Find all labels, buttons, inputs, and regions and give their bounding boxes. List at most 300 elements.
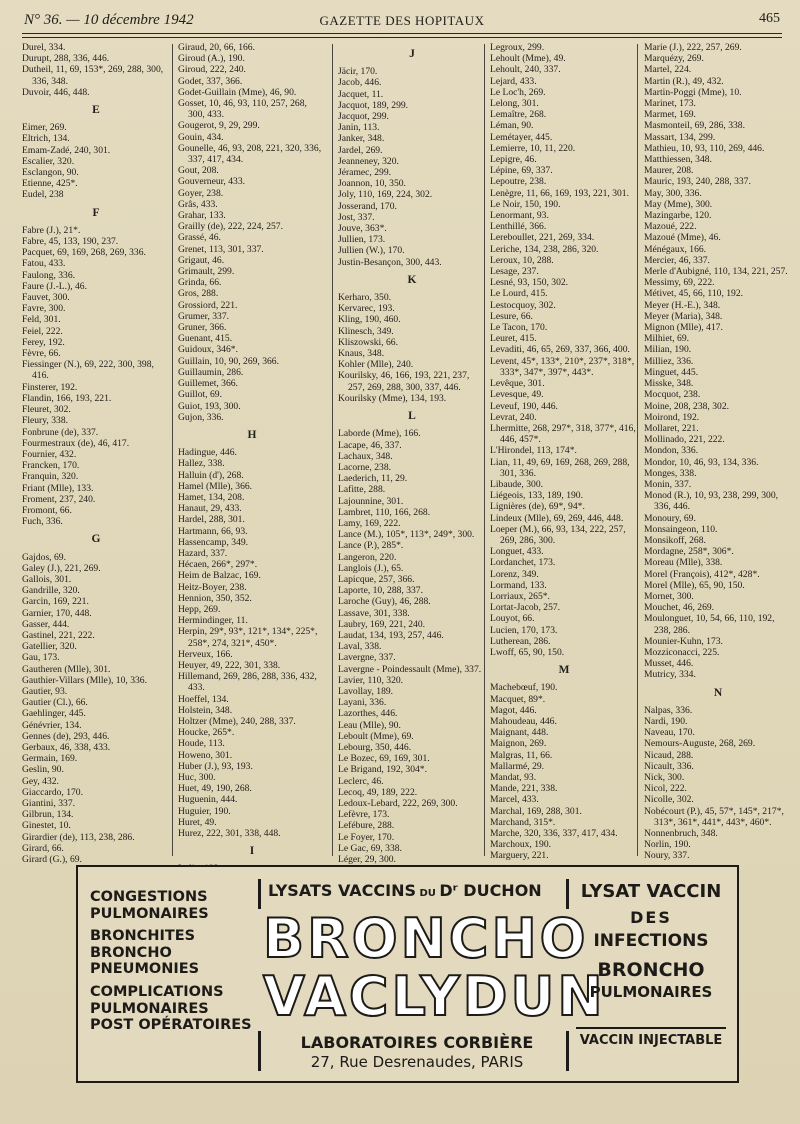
index-entry: Morel (Mlle), 65, 90, 150.	[644, 579, 745, 591]
index-entry: Gujon, 336.	[178, 411, 224, 423]
index-entry: Layani, 336.	[338, 697, 387, 709]
index-entry: Faure (J.-L.), 46.	[22, 280, 88, 292]
index-entry: Mazoué (Mme), 46.	[644, 232, 721, 244]
index-letter-heading: E	[92, 104, 100, 117]
index-entry: Lhermitte, 268, 297*, 318, 377*, 416, 446, 457*.	[490, 422, 636, 446]
index-entry: Moine, 208, 238, 302.	[644, 400, 730, 412]
index-entry: Fleury, 338.	[22, 415, 69, 427]
index-column-3	[338, 42, 486, 865]
index-entry: Josserand, 170.	[338, 200, 397, 212]
ad-indication-line: PULMONAIRES	[90, 1000, 209, 1017]
index-entry: Nardi, 190.	[644, 715, 688, 727]
index-entry: Maignant, 448.	[490, 727, 549, 739]
index-entry: Fleuret, 302.	[22, 404, 71, 416]
index-entry: Godet-Guillain (Mme), 46, 90.	[178, 86, 297, 98]
index-entry: Louyot, 66.	[490, 613, 535, 625]
index-entry: Milian, 190.	[644, 344, 692, 356]
index-entry: Lepigre, 46.	[490, 154, 537, 166]
index-entry: Jäcir, 170.	[338, 66, 378, 78]
header-rule	[22, 33, 782, 34]
index-entry: Lignières (de), 69*, 94*.	[490, 501, 585, 513]
index-entry: Maurer, 208.	[644, 165, 694, 177]
index-entry: Gosset, 10, 46, 93, 110, 257, 268, 300, 433.	[178, 98, 307, 121]
index-entry: Grahar, 133.	[178, 210, 226, 222]
index-entry: Janin, 113.	[338, 122, 380, 134]
index-entry: Marinet, 173.	[644, 98, 696, 110]
index-entry: Levêque, 301.	[490, 378, 545, 390]
index-entry: Le Brigand, 192, 304*.	[338, 764, 427, 776]
advertisement	[76, 865, 739, 1083]
index-entry: Lebourg, 350, 446.	[338, 741, 412, 753]
ad-divider	[566, 879, 569, 909]
index-entry: Jullien, 173.	[338, 234, 386, 246]
index-entry: Kliszowski, 66.	[338, 336, 398, 348]
index-letter-heading: G	[91, 533, 101, 546]
index-entry: Jullien (W.), 170.	[338, 245, 405, 257]
index-entry: Gautier, 93.	[22, 685, 68, 697]
index-entry: Fabre (J.), 21*.	[22, 224, 81, 236]
index-entry: Lamy, 169, 222.	[338, 517, 401, 529]
index-entry: Kourilsky, 46, 166, 193, 221, 237, 257, 269, 288, 300, 337, 446.	[338, 370, 470, 393]
index-entry: Finsterer, 192.	[22, 381, 78, 393]
index-entry: Pacquet, 69, 169, 268, 269, 336.	[22, 247, 146, 259]
ad-lysats-heading: LYSATS VACCINS DU Dʳ DUCHON	[268, 881, 542, 900]
index-entry: Leau (Mlle), 90.	[338, 719, 401, 731]
index-entry: Lutherean, 286.	[490, 635, 551, 647]
ad-indication-line: PNEUMONIES	[90, 961, 200, 978]
index-entry: Lacape, 46, 337.	[338, 439, 402, 451]
index-entry: Longuet, 433.	[490, 546, 544, 558]
index-entry: Nonnenbruch, 348.	[644, 828, 718, 840]
index-entry: Francken, 170.	[22, 460, 80, 472]
index-entry: Jacquet, 11.	[338, 88, 384, 100]
index-entry: Huguenin, 444.	[178, 794, 238, 806]
index-entry: Hamet, 134, 208.	[178, 491, 245, 503]
index-entry: Nicault, 336.	[644, 760, 694, 772]
page-number: 465	[759, 11, 780, 26]
index-entry: Métivet, 45, 66, 110, 192.	[644, 288, 744, 300]
index-entry: Hazard, 337.	[178, 547, 228, 559]
index-entry: Huguier, 190.	[178, 805, 231, 817]
index-entry: Mouchet, 46, 269.	[644, 602, 715, 614]
index-entry: Mazoué, 222.	[644, 221, 697, 233]
index-entry: Libaude, 300.	[490, 478, 544, 490]
index-entry: Leboult (Mme), 69.	[338, 730, 414, 742]
index-entry: Moulonguet, 10, 54, 66, 110, 192, 238, 286.	[644, 613, 775, 636]
index-entry: Meyer (H.-E.), 348.	[644, 299, 721, 311]
index-entry: Martin (R.), 49, 432.	[644, 75, 724, 87]
index-entry: Giaccardo, 170.	[22, 786, 84, 798]
index-entry: Huc, 300.	[178, 772, 216, 783]
index-entry: Laval, 338.	[338, 641, 382, 653]
index-entry: Dutheil, 11, 69, 153*, 269, 288, 300, 336, 348.	[22, 64, 164, 87]
index-entry: Lafitte, 288.	[338, 484, 386, 496]
index-entry: Guillemet, 366.	[178, 378, 238, 390]
index-entry: Lenormant, 93.	[490, 210, 549, 222]
index-entry: Ferey, 192.	[22, 336, 65, 348]
index-entry: Hepp, 269.	[178, 603, 221, 615]
index-entry: Magot, 446.	[490, 704, 537, 716]
index-letter-heading: F	[92, 206, 100, 219]
index-entry: Grumer, 337.	[178, 310, 230, 322]
index-entry: Laederich, 11, 29.	[338, 473, 408, 485]
index-entry: Joly, 110, 169, 224, 302.	[338, 189, 433, 201]
index-entry: Fèvre, 66.	[22, 348, 61, 360]
ad-indication-line: CONGESTIONS	[90, 889, 208, 905]
index-entry: Jéramec, 299.	[338, 167, 392, 179]
index-entry: Levent, 45*, 133*, 210*, 237*, 318*, 333*, 347*, 397*, 443*.	[490, 355, 635, 378]
index-entry: Flandin, 166, 193, 221.	[22, 392, 112, 404]
index-entry: Knaus, 348.	[338, 348, 385, 360]
index-entry: May (Mme), 300.	[644, 198, 713, 210]
index-entry: Minguet, 445.	[644, 366, 699, 378]
index-entry: Mutricy, 334.	[644, 669, 696, 681]
index-entry: Messimy, 69, 222.	[644, 277, 715, 289]
index-entry: Hallez, 338.	[178, 458, 225, 470]
index-entry: Lorenz, 349.	[490, 568, 539, 580]
index-entry: Garcin, 169, 221.	[22, 596, 89, 608]
index-entry: Grimault, 299.	[178, 266, 235, 278]
index-entry: Grossiord, 221.	[178, 299, 238, 311]
index-entry: Lehoult, 240, 337.	[490, 64, 561, 76]
index-entry: Gauthier-Villars (Mlle), 10, 336.	[22, 674, 147, 686]
ad-divider	[566, 1031, 569, 1071]
index-entry: Nicaud, 288.	[644, 749, 694, 761]
index-entry: L'Hirondel, 113, 174*.	[490, 445, 577, 457]
index-entry: Lesné, 93, 150, 302.	[490, 277, 569, 289]
index-entry: Misske, 348.	[644, 378, 694, 390]
index-entry: Guidoux, 346*.	[178, 344, 238, 356]
index-entry: Levesque, 49.	[490, 389, 544, 401]
index-entry: Le Gac, 69, 338.	[338, 842, 402, 854]
index-entry: Laporte, 10, 288, 337.	[338, 585, 423, 597]
index-entry: Gerbaux, 46, 338, 433.	[22, 741, 111, 753]
ad-divider	[258, 879, 261, 909]
index-entry: Girardier (de), 113, 238, 286.	[22, 831, 135, 843]
index-entry: Franquin, 320.	[22, 471, 79, 483]
index-entry: Hennion, 350, 352.	[178, 592, 252, 604]
index-entry: Fauvet, 300.	[22, 292, 70, 304]
index-letter-heading: N	[713, 686, 723, 699]
index-entry: Gaehlinger, 445.	[22, 708, 86, 720]
index-entry: Feiel, 222.	[22, 325, 63, 337]
index-entry: Macquet, 89*.	[490, 693, 546, 705]
ad-indication-line: COMPLICATIONS	[90, 983, 224, 1000]
index-entry: Girard, 66.	[22, 842, 64, 854]
index-entry: Mordagne, 258*, 306*.	[644, 546, 734, 558]
index-letter-heading: J	[409, 48, 415, 60]
index-entry: Mahoudeau, 446.	[490, 715, 557, 727]
ad-right-des: DES	[630, 908, 672, 927]
index-entry: Mallarmé, 29.	[490, 760, 545, 772]
index-entry: Howeno, 301.	[178, 749, 233, 761]
index-entry: Eudel, 238	[22, 189, 64, 201]
index-entry: Kourilsky (Mme), 134, 193.	[338, 392, 447, 404]
index-entry: Monod (R.), 10, 93, 238, 299, 300, 336, 446.	[644, 490, 779, 513]
index-entry: Kerharo, 350.	[338, 292, 392, 304]
ad-laboratory-address: 27, Rue Desrenaudes, PARIS	[310, 1053, 524, 1071]
index-entry: Lenègre, 11, 66, 169, 193, 221, 301.	[490, 187, 629, 199]
index-entry: Lachaux, 348.	[338, 450, 393, 462]
index-entry: Huret, 49.	[178, 816, 217, 828]
index-entry: Lance (M.), 105*, 113*, 249*, 300.	[338, 529, 475, 541]
index-entry: Fournier, 432.	[22, 448, 77, 460]
index-entry: Lindeux (Mlle), 69, 269, 446, 448.	[490, 512, 624, 524]
index-entry: Grenet, 113, 301, 337.	[178, 243, 264, 255]
index-entry: Mercier, 46, 337.	[644, 254, 710, 266]
index-entry: Feld, 301.	[22, 314, 61, 326]
index-entry: Lecoq, 49, 189, 222.	[338, 786, 418, 798]
index-entry: Marcel, 433.	[490, 794, 539, 806]
index-entry: Nalpas, 336.	[644, 704, 693, 716]
index-entry: Houcke, 265*.	[178, 727, 235, 739]
index-entry: Leriche, 134, 238, 286, 320.	[490, 243, 599, 255]
index-entry: Joannon, 10, 350.	[338, 178, 406, 190]
index-entry: Giantini, 337.	[22, 798, 76, 809]
index-entry: Loeper (M.), 66, 93, 134, 222, 257, 269, 286, 300.	[490, 523, 626, 546]
index-entry: Lavier, 110, 320.	[338, 674, 404, 686]
index-entry: Houde, 113.	[178, 738, 225, 750]
index-entry: Nicol, 222.	[644, 783, 687, 795]
index-entry: Leveuf, 190, 446.	[490, 400, 558, 412]
index-entry: Favre, 300.	[22, 303, 66, 315]
index-entry: Laudat, 134, 193, 257, 446.	[338, 629, 444, 641]
ad-indication-line: BRONCHO	[90, 944, 172, 961]
ad-right-panel	[576, 881, 726, 1048]
index-letter-heading: K	[407, 273, 417, 286]
index-entry: Fatou, 433.	[22, 258, 66, 270]
index-entry: Moirond, 192.	[644, 411, 700, 423]
index-entry: Machebœuf, 190.	[490, 682, 558, 694]
index-entry: Mathieu, 10, 93, 110, 269, 446.	[644, 142, 765, 154]
index-entry: Lassave, 301, 338.	[338, 607, 410, 619]
index-entry: Mignon (Mlle), 417.	[644, 322, 723, 334]
index-entry: Lemierre, 10, 11, 220.	[490, 142, 576, 154]
index-entry: Jost, 337.	[338, 211, 375, 223]
index-entry: Mazingarbe, 120.	[644, 210, 712, 222]
index-entry: Fonbrune (de), 337.	[22, 426, 99, 438]
index-letter-heading: I	[249, 845, 255, 858]
index-entry: Moreau (Mlle), 338.	[644, 557, 723, 569]
ad-indication-line: PULMONAIRES	[90, 905, 209, 922]
index-entry: Morel (François), 412*, 428*.	[644, 568, 760, 580]
index-entry: Lapicque, 257, 366.	[338, 573, 415, 585]
index-column-5	[644, 42, 792, 862]
index-entry: Marche, 320, 336, 337, 417, 434.	[490, 828, 618, 840]
index-entry: Hurez, 222, 301, 338, 448.	[178, 828, 281, 840]
index-entry: Nemours-Auguste, 268, 269.	[644, 738, 756, 750]
ad-indication-line: BRONCHITES	[90, 928, 196, 945]
index-entry: Gautheren (Mlle), 301.	[22, 663, 111, 675]
page-header	[22, 10, 782, 32]
index-entry: Janker, 348.	[338, 133, 385, 145]
index-entry: Justin-Besançon, 300, 443.	[338, 256, 442, 268]
index-entry: May, 300, 336.	[644, 187, 702, 199]
index-entry: Lazorthes, 446.	[338, 708, 398, 720]
index-entry: Monoury, 69.	[644, 512, 696, 524]
index-entry: Gandrille, 320.	[22, 585, 80, 597]
index-entry: Ledoux-Lebard, 222, 269, 300.	[338, 798, 458, 809]
index-entry: Herpin, 29*, 93*, 121*, 134*, 225*, 258*, 274, 321*, 450*.	[178, 626, 318, 649]
index-entry: Gajdos, 69.	[22, 551, 66, 563]
index-entry: Marchand, 315*.	[490, 816, 556, 828]
index-entry: Duvoir, 446, 448.	[22, 86, 90, 98]
index-entry: Meyer (Maria), 348.	[644, 310, 723, 322]
index-entry: Léman, 90.	[490, 120, 534, 132]
index-entry: Mandat, 93.	[490, 772, 537, 783]
index-entry: Grailly (de), 222, 224, 257.	[178, 221, 283, 233]
index-entry: Gennes (de), 293, 446.	[22, 730, 110, 742]
index-entry: Lormand, 133.	[490, 579, 547, 591]
index-entry: Guillot, 69.	[178, 389, 222, 401]
index-entry: Giroud (A.), 190.	[178, 53, 245, 65]
index-entry: Lorriaux, 265*.	[490, 590, 550, 602]
index-entry: Gruner, 366.	[178, 322, 227, 334]
index-entry: Nobécourt (P.), 45, 57*, 145*, 217*, 313*, 361*, 441*, 443*, 460*.	[644, 805, 784, 828]
index-entry: Lordanchet, 173.	[490, 557, 556, 569]
index-entry: Galey (J.), 221, 269.	[22, 562, 101, 574]
index-entry: Le Tacon, 170.	[490, 322, 548, 334]
index-entry: Jouve, 363*.	[338, 223, 387, 235]
ad-indication-line: POST OPÉRATOIRES	[90, 1017, 252, 1034]
index-entry: Lucien, 170, 173.	[490, 624, 558, 636]
index-entry: Giraud, 20, 66, 166.	[178, 42, 256, 53]
index-entry: Lambret, 110, 166, 268.	[338, 506, 431, 518]
index-entry: Mozziconacci, 225.	[644, 646, 720, 658]
index-entry: Grinda, 66.	[178, 277, 222, 289]
index-entry: Giroud, 222, 240.	[178, 64, 246, 76]
index-entry: Lian, 11, 49, 69, 169, 268, 269, 288, 301, 336.	[490, 456, 630, 479]
index-entry: Lenthillé, 366.	[490, 221, 547, 233]
index-letter-heading: L	[408, 410, 416, 423]
index-entry: Le Loc'h, 269.	[490, 86, 546, 98]
index-entry: Heitz-Boyer, 238.	[178, 581, 247, 593]
index-entry: Mande, 221, 338.	[490, 783, 558, 795]
index-entry: Ménégaux, 166.	[644, 243, 707, 255]
index-entry: Levrat, 240.	[490, 411, 537, 423]
index-entry: Gey, 432.	[22, 775, 59, 787]
ad-laboratory-name: LABORATOIRES CORBIÈRE	[300, 1033, 534, 1052]
index-entry: Langeron, 220.	[338, 551, 397, 563]
index-entry: Le Bozec, 69, 169, 301.	[338, 753, 430, 765]
index-entry: Guillain, 10, 90, 269, 366.	[178, 355, 279, 367]
index-entry: Le Noir, 150, 190.	[490, 198, 561, 210]
index-entry: Lance (P.), 285*.	[338, 540, 404, 552]
index-entry: Goyer, 238.	[178, 187, 224, 199]
index-entry: Malgras, 11, 66.	[490, 749, 553, 761]
index-entry: Girard (G.), 69.	[22, 854, 82, 866]
index-entry: Lereboullet, 221, 269, 334.	[490, 232, 595, 244]
index-entry: Lavergne - Poindessault (Mme), 337.	[338, 663, 482, 675]
index-entry: Holtzer (Mme), 240, 288, 337.	[178, 715, 296, 727]
index-entry: Lehoult (Mme), 49.	[490, 53, 566, 65]
index-entry: Laborde (Mme), 166.	[338, 428, 421, 440]
index-entry: Eimer, 269.	[22, 122, 67, 134]
index-entry: Hamel (Mlle), 366.	[178, 480, 253, 492]
index-entry: Hécaen, 266*, 297*.	[178, 559, 258, 571]
issue-date: N° 36. — 10 décembre 1942	[24, 12, 194, 28]
index-entry: Godet, 337, 366.	[178, 75, 243, 87]
index-entry: Milhiet, 69.	[644, 333, 690, 345]
index-entry: Hillemand, 269, 286, 288, 336, 432, 433.	[178, 671, 317, 694]
index-entry: Guillaumin, 286.	[178, 366, 244, 378]
index-entry: Hassencamp, 349.	[178, 536, 249, 548]
index-entry: Lajounnine, 301.	[338, 495, 404, 507]
index-entry: Lefébure, 288.	[338, 820, 395, 832]
index-entry: Gastinel, 221, 222.	[22, 629, 95, 641]
index-column-4	[490, 42, 638, 862]
index-entry: Hadingue, 446.	[178, 447, 237, 459]
index-entry: Fiessinger (N.), 69, 222, 300, 398, 416.	[22, 359, 154, 382]
index-entry: Jacob, 446.	[338, 77, 382, 89]
ad-right-injectable: VACCIN INJECTABLE	[579, 1033, 723, 1048]
index-entry: Hartmann, 66, 93.	[178, 525, 248, 537]
index-entry: Gasser, 444.	[22, 618, 70, 630]
index-entry: Lepoutre, 238.	[490, 176, 547, 188]
index-entry: Hermindinger, 11.	[178, 615, 248, 627]
index-entry: Jacquot, 189, 299.	[338, 99, 409, 111]
ad-brand-broncho: BRONCHO	[263, 907, 589, 970]
index-entry: Jardel, 269.	[338, 144, 383, 156]
index-entry: Lesure, 66.	[490, 310, 533, 322]
index-entry: Germain, 169.	[22, 753, 78, 765]
index-entry: Leclerc, 46.	[338, 775, 384, 787]
index-entry: Marmet, 169.	[644, 109, 696, 121]
index-entry: Lefèvre, 173.	[338, 809, 390, 821]
index-entry: Marchoux, 190.	[490, 839, 552, 851]
index-entry: Marguery, 221.	[490, 850, 549, 862]
index-entry: Fabre, 45, 133, 190, 237.	[22, 236, 119, 248]
index-entry: Ginestet, 10.	[22, 820, 71, 832]
index-entry: Marchal, 169, 288, 301.	[490, 805, 582, 817]
index-entry: Monsikoff, 268.	[644, 534, 706, 546]
index-entry: Norlin, 190.	[644, 839, 691, 851]
index-columns	[22, 42, 788, 866]
ad-right-infections: INFECTIONS	[593, 931, 709, 951]
journal-title: GAZETTE DES HOPITAUX	[319, 13, 485, 28]
index-entry: Gouverneur, 433.	[178, 176, 246, 188]
index-entry: Jeanneney, 320.	[338, 155, 399, 167]
index-entry: Liégeois, 133, 189, 190.	[490, 490, 583, 502]
index-entry: Massart, 134, 299.	[644, 131, 716, 143]
index-entry: Fromont, 66.	[22, 504, 72, 516]
index-entry: Faulong, 336.	[22, 269, 76, 281]
index-entry: Lortat-Jacob, 257.	[490, 602, 561, 614]
index-entry: Nick, 300.	[644, 772, 685, 783]
ad-right-title: LYSAT VACCIN	[580, 881, 722, 902]
index-entry: Jacquot, 299.	[338, 111, 389, 123]
header-rule-2	[22, 37, 782, 38]
index-entry: Geslin, 90.	[22, 764, 64, 776]
index-entry: Gatellier, 320.	[22, 641, 77, 653]
index-entry: Langlois (J.), 65.	[338, 562, 404, 574]
index-entry: Lesage, 237.	[490, 266, 539, 278]
index-entry: Gounelle, 46, 93, 208, 221, 320, 336, 337, 417, 434.	[178, 142, 322, 166]
index-entry: Le Foyer, 170.	[338, 831, 395, 843]
index-entry: Huber (J.), 93, 193.	[178, 760, 253, 772]
index-entry: Lelong, 301.	[490, 98, 539, 110]
index-entry: Kohler (Mlle), 240.	[338, 359, 414, 371]
index-entry: Mondon, 336.	[644, 445, 699, 457]
index-entry: Génévrier, 134.	[22, 719, 82, 731]
index-entry: Lemaître, 268.	[490, 109, 547, 121]
index-entry: Escalier, 320.	[22, 155, 75, 167]
index-entry: Friant (Mlle), 133.	[22, 482, 94, 494]
index-entry: Hoeffel, 134.	[178, 693, 229, 705]
index-entry: Lépine, 69, 337.	[490, 165, 553, 177]
index-entry: Fourmestraux (de), 46, 417.	[22, 437, 130, 449]
index-entry: Mounier-Kuhn, 173.	[644, 635, 723, 647]
